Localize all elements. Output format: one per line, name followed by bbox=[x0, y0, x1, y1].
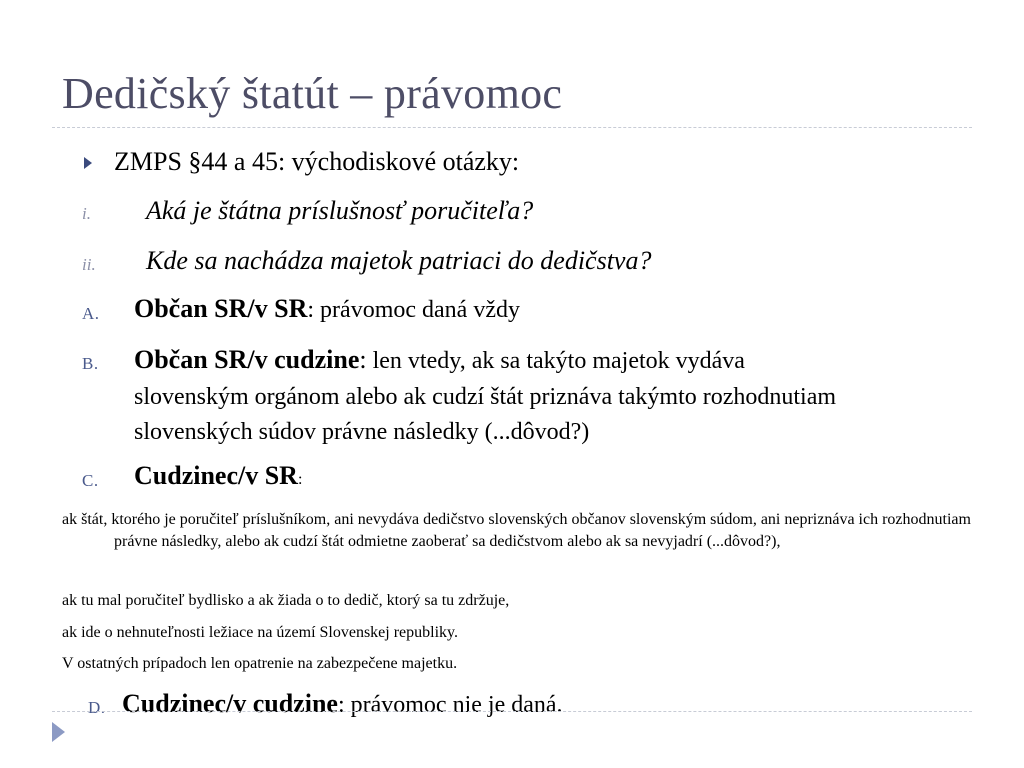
item-c-colon: : bbox=[297, 471, 303, 488]
item-b-heading: Občan SR/v cudzine bbox=[134, 345, 360, 374]
footer-divider bbox=[52, 711, 972, 712]
marker-c: C. bbox=[82, 471, 99, 490]
marker-b: B. bbox=[82, 354, 99, 373]
item-a-text: : právomoc daná vždy bbox=[307, 297, 520, 323]
marker-ii: ii. bbox=[82, 255, 96, 274]
title-divider bbox=[52, 127, 972, 128]
paragraph-4: V ostatných prípadoch len opatrenie na zabezpečene majetku. bbox=[62, 655, 458, 672]
item-b-colon: : bbox=[359, 345, 367, 374]
paragraph-2: ak tu mal poručiteľ bydlisko a ak žiada o to dedič, ktorý sa tu zdržuje, bbox=[62, 592, 510, 609]
item-d-heading: Cudzinec/v cudzine bbox=[122, 689, 338, 718]
corner-triangle-icon bbox=[52, 722, 65, 742]
marker-i: i. bbox=[82, 204, 91, 223]
marker-a: A. bbox=[82, 304, 100, 323]
item-d bbox=[122, 689, 563, 719]
item-a-heading: Občan SR/v SR bbox=[134, 294, 308, 323]
item-b-line2: slovenským orgánom alebo ak cudzí štát priznáva takýmto rozhodnutiam bbox=[134, 384, 837, 410]
item-b-text: len vtedy, ak sa takýto majetok vydáva bbox=[366, 348, 745, 374]
bullet-arrow-icon bbox=[84, 157, 92, 169]
paragraph-1: ak štát, ktorého je poručiteľ príslušníkom, ani nevydáva dedičstvo slovenských občanov slovenským súdom, ani nepriznáva ich rozhodnutiam právne následky, alebo ak cudzí štát odmietne zaoberať sa dedičstvom alebo ak sa nevyjadrí (...dôvod?), bbox=[62, 511, 971, 550]
slide-title: Dedičský štatút – právomoc bbox=[62, 69, 563, 118]
item-b-line3: slovenských súdov právne následky (...dôvod?) bbox=[134, 419, 590, 445]
marker-d: D. bbox=[88, 698, 106, 717]
item-a bbox=[134, 294, 520, 324]
question-ii: Kde sa nachádza majetok patriaci do dedičstva? bbox=[146, 246, 652, 275]
paragraph-3: ak ide o nehnuteľnosti ležiace na území Slovenskej republiky. bbox=[62, 624, 459, 641]
item-c bbox=[134, 461, 302, 491]
item-d-text: : právomoc nie je daná. bbox=[337, 692, 563, 718]
bullet-zmps: ZMPS §44 a 45: východiskové otázky: bbox=[114, 147, 520, 176]
item-b-line1 bbox=[134, 345, 745, 375]
item-c-heading: Cudzinec/v SR bbox=[134, 461, 298, 490]
question-i: Aká je štátna príslušnosť poručiteľa? bbox=[146, 196, 534, 225]
